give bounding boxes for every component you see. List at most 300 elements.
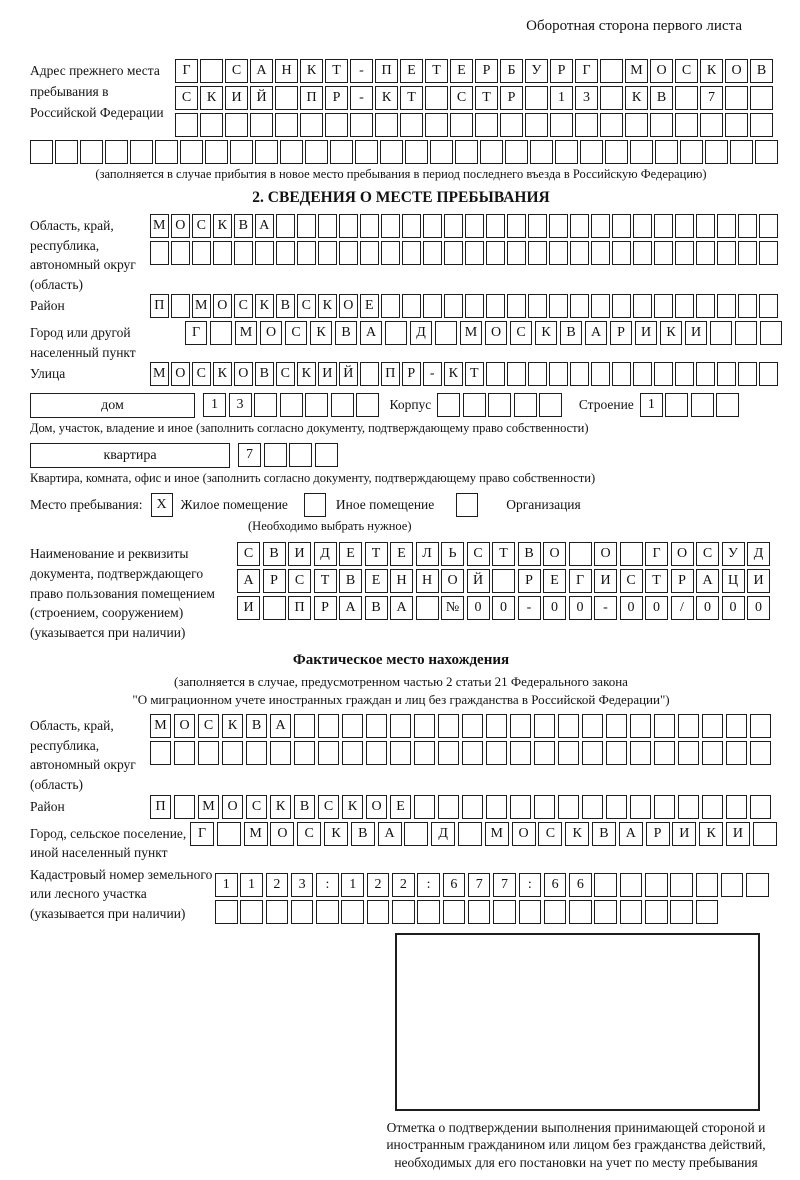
char-box — [254, 393, 277, 417]
char-box — [171, 294, 190, 318]
char-box — [360, 241, 379, 265]
char-box — [180, 140, 203, 164]
char-box — [630, 741, 651, 765]
char-box — [291, 900, 314, 924]
stay-type-note: (Необходимо выбрать нужное) — [248, 519, 412, 534]
char-box — [675, 241, 694, 265]
char-box: С — [276, 362, 295, 386]
char-box: А — [696, 569, 719, 593]
stay-type-option-residential: Жилое помещение — [180, 497, 288, 513]
char-box — [645, 873, 668, 897]
stroenie-label: Строение — [578, 397, 634, 413]
char-box: В — [255, 362, 274, 386]
char-box — [675, 113, 698, 137]
apartment-cells — [238, 443, 340, 467]
char-box: О — [512, 822, 536, 846]
district-label: Район — [30, 298, 65, 314]
house-note: Дом, участок, владение и иное (заполнить согласно документу, подтверждающему право собственности) — [30, 421, 589, 436]
char-box — [750, 714, 771, 738]
char-box — [297, 214, 316, 238]
char-box — [569, 900, 592, 924]
char-box: П — [375, 59, 398, 83]
char-box: О — [171, 214, 190, 238]
char-box — [750, 86, 773, 110]
char-box: В — [592, 822, 616, 846]
char-box — [192, 241, 211, 265]
char-box — [263, 596, 286, 620]
city-block — [30, 321, 772, 362]
char-box — [738, 241, 757, 265]
char-box: 6 — [569, 873, 592, 897]
char-box: Е — [400, 59, 423, 83]
char-box — [510, 795, 531, 819]
city-label: Город или другой населенный пункт — [30, 325, 136, 360]
char-box: 0 — [696, 596, 719, 620]
char-box: С — [297, 822, 321, 846]
char-box — [544, 900, 567, 924]
char-box: С — [175, 86, 198, 110]
char-box: Е — [360, 294, 379, 318]
char-box: Д — [410, 321, 432, 345]
char-box — [360, 214, 379, 238]
char-box — [380, 140, 403, 164]
char-box: Ь — [441, 542, 464, 566]
char-box — [528, 241, 547, 265]
char-box: И — [594, 569, 617, 593]
char-box — [444, 241, 463, 265]
char-box — [465, 241, 484, 265]
actual-city-label: Город, сельское поселение, иной населенный пункт — [30, 825, 187, 861]
korpus-label: Корпус — [389, 397, 432, 413]
char-box — [225, 113, 248, 137]
char-box — [700, 113, 723, 137]
char-box — [507, 241, 526, 265]
char-box — [696, 900, 719, 924]
char-box — [630, 140, 653, 164]
char-box — [525, 113, 548, 137]
char-box — [555, 140, 578, 164]
char-box — [549, 362, 568, 386]
char-box — [405, 140, 428, 164]
actual-location-title: Фактическое место нахождения — [292, 652, 510, 669]
char-box: М — [192, 294, 211, 318]
char-box — [550, 113, 573, 137]
char-box — [735, 321, 757, 345]
char-box — [150, 741, 171, 765]
char-box: - — [423, 362, 442, 386]
char-box — [430, 140, 453, 164]
char-box — [654, 795, 675, 819]
char-box: 1 — [550, 86, 573, 110]
char-box — [465, 294, 484, 318]
char-box: 0 — [747, 596, 770, 620]
char-box: Т — [645, 569, 668, 593]
char-box — [570, 294, 589, 318]
char-box: О — [594, 542, 617, 566]
char-box — [507, 294, 526, 318]
char-box — [612, 241, 631, 265]
char-box — [717, 294, 736, 318]
char-box: М — [485, 822, 509, 846]
char-box — [675, 214, 694, 238]
char-box — [519, 900, 542, 924]
char-box — [600, 113, 623, 137]
char-box — [325, 113, 348, 137]
char-box — [423, 241, 442, 265]
char-box: В — [650, 86, 673, 110]
char-box: Т — [465, 362, 484, 386]
char-box — [402, 241, 421, 265]
prev-address-row-1 — [175, 59, 775, 83]
char-box — [612, 214, 631, 238]
char-box: М — [150, 714, 171, 738]
char-box — [630, 795, 651, 819]
char-box: И — [726, 822, 750, 846]
doc-row-3 — [237, 596, 773, 620]
char-box: И — [672, 822, 696, 846]
char-box: Д — [431, 822, 455, 846]
char-box — [200, 113, 223, 137]
char-box: О — [171, 362, 190, 386]
char-box: Ц — [722, 569, 745, 593]
char-box: К — [660, 321, 682, 345]
house-row — [30, 393, 772, 418]
char-box: У — [525, 59, 548, 83]
char-box: О — [671, 542, 694, 566]
char-box: П — [150, 294, 169, 318]
char-box: 0 — [620, 596, 643, 620]
district-row — [150, 294, 780, 318]
apartment-row — [30, 443, 772, 468]
char-box — [342, 714, 363, 738]
region-row-2 — [150, 241, 780, 265]
char-box — [633, 241, 652, 265]
char-box: С — [246, 795, 267, 819]
char-box: И — [288, 542, 311, 566]
char-box: С — [510, 321, 532, 345]
char-box: Г — [185, 321, 207, 345]
char-box: А — [585, 321, 607, 345]
char-box: М — [625, 59, 648, 83]
char-box — [530, 140, 553, 164]
char-box — [414, 795, 435, 819]
char-box: С — [467, 542, 490, 566]
char-box: Й — [467, 569, 490, 593]
char-box — [385, 321, 407, 345]
char-box: В — [750, 59, 773, 83]
char-box — [444, 294, 463, 318]
char-box: : — [316, 873, 339, 897]
char-box: № — [441, 596, 464, 620]
char-box — [569, 542, 592, 566]
char-box — [468, 900, 491, 924]
char-box: : — [417, 873, 440, 897]
char-box: 1 — [203, 393, 226, 417]
char-box — [402, 214, 421, 238]
char-box: О — [485, 321, 507, 345]
region-label: Область, край, республика, автономный округ (область) — [30, 218, 136, 292]
char-box: К — [342, 795, 363, 819]
char-box — [591, 214, 610, 238]
char-box — [438, 741, 459, 765]
char-box: - — [518, 596, 541, 620]
char-box: Н — [275, 59, 298, 83]
char-box — [55, 140, 78, 164]
actual-location-note-1: (заполняется в случае, предусмотренном частью 2 статьи 21 Федерального закона — [174, 674, 628, 690]
char-box — [630, 714, 651, 738]
char-box: Т — [325, 59, 348, 83]
char-box: Е — [365, 569, 388, 593]
doc-row-1 — [237, 542, 773, 566]
char-box: К — [213, 362, 232, 386]
char-box — [500, 113, 523, 137]
char-box: К — [375, 86, 398, 110]
char-box — [414, 714, 435, 738]
char-box — [507, 214, 526, 238]
char-box — [612, 362, 631, 386]
char-box: М — [150, 362, 169, 386]
char-box: С — [192, 214, 211, 238]
char-box — [486, 741, 507, 765]
char-box — [750, 795, 771, 819]
char-box — [402, 294, 421, 318]
char-box — [594, 873, 617, 897]
char-box: С — [234, 294, 253, 318]
char-box: О — [260, 321, 282, 345]
char-box: О — [441, 569, 464, 593]
char-box — [558, 714, 579, 738]
char-box — [339, 241, 358, 265]
prev-address-block — [30, 59, 772, 137]
char-box: К — [444, 362, 463, 386]
char-box — [250, 113, 273, 137]
char-box: В — [335, 321, 357, 345]
char-box — [696, 873, 719, 897]
char-box — [510, 741, 531, 765]
char-box: Н — [416, 569, 439, 593]
apartment-box-label: квартира — [30, 443, 230, 468]
char-box: 0 — [467, 596, 490, 620]
char-box: Т — [475, 86, 498, 110]
prev-address-label: Адрес прежнего места пребывания в Российской Федерации — [30, 63, 164, 120]
char-box — [462, 795, 483, 819]
char-box: К — [270, 795, 291, 819]
char-box — [488, 393, 511, 417]
char-box — [234, 241, 253, 265]
actual-location-note-2: "О миграционном учете иностранных граждан и лиц без гражданства в Российской Федерации") — [132, 691, 670, 707]
char-box: К — [310, 321, 332, 345]
char-box — [80, 140, 103, 164]
char-box — [486, 294, 505, 318]
char-box — [174, 741, 195, 765]
char-box: И — [635, 321, 657, 345]
char-box — [255, 241, 274, 265]
char-box: А — [390, 596, 413, 620]
char-box — [416, 596, 439, 620]
char-box: И — [237, 596, 260, 620]
actual-region-block — [30, 714, 772, 794]
char-box — [755, 140, 778, 164]
char-box: Р — [263, 569, 286, 593]
char-box — [425, 113, 448, 137]
char-box — [360, 362, 379, 386]
char-box: Б — [500, 59, 523, 83]
char-box: В — [339, 569, 362, 593]
actual-region-row-2 — [150, 741, 774, 765]
char-box — [710, 321, 732, 345]
char-box — [462, 741, 483, 765]
char-box — [318, 714, 339, 738]
prev-address-row-4 — [30, 140, 772, 164]
char-box: 6 — [443, 873, 466, 897]
char-box: К — [255, 294, 274, 318]
char-box: О — [543, 542, 566, 566]
char-box — [528, 294, 547, 318]
char-box: У — [722, 542, 745, 566]
char-box: Т — [314, 569, 337, 593]
char-box — [505, 140, 528, 164]
char-box: И — [225, 86, 248, 110]
char-box: 1 — [240, 873, 263, 897]
char-box: П — [150, 795, 171, 819]
char-box — [702, 795, 723, 819]
char-box: С — [675, 59, 698, 83]
char-box — [705, 140, 728, 164]
char-box — [366, 714, 387, 738]
stay-type-row — [30, 493, 772, 517]
char-box: Т — [492, 542, 515, 566]
char-box: Н — [390, 569, 413, 593]
doc-block — [30, 542, 772, 642]
actual-district-row — [150, 795, 774, 819]
char-box — [575, 113, 598, 137]
char-box — [150, 241, 169, 265]
char-box: О — [725, 59, 748, 83]
char-box — [539, 393, 562, 417]
char-box — [600, 59, 623, 83]
char-box — [534, 714, 555, 738]
char-box: П — [288, 596, 311, 620]
char-box — [215, 900, 238, 924]
char-box: - — [350, 86, 373, 110]
char-box — [294, 741, 315, 765]
stay-type-label: Место пребывания: — [30, 497, 143, 513]
page-header: Оборотная сторона первого листа — [526, 18, 742, 34]
char-box — [570, 214, 589, 238]
char-box — [171, 241, 190, 265]
char-box — [759, 294, 778, 318]
char-box — [486, 214, 505, 238]
char-box — [316, 900, 339, 924]
stamp-note: Отметка о подтверждении выполнения принимающей стороной и иностранным гражданином или лицом без гражданства действий, необходимых для его постановки на учет по месту пребывания — [386, 1119, 766, 1171]
char-box — [458, 822, 482, 846]
char-box — [696, 214, 715, 238]
district-block — [30, 294, 772, 321]
char-box — [356, 393, 379, 417]
char-box — [315, 443, 338, 467]
char-box: А — [378, 822, 402, 846]
char-box — [759, 362, 778, 386]
char-box: Г — [175, 59, 198, 83]
char-box: Й — [250, 86, 273, 110]
char-box — [294, 714, 315, 738]
actual-region-row-1 — [150, 714, 774, 738]
char-box — [392, 900, 415, 924]
char-box — [738, 362, 757, 386]
char-box: И — [685, 321, 707, 345]
char-box: Р — [314, 596, 337, 620]
char-box: С — [318, 795, 339, 819]
char-box — [633, 294, 652, 318]
char-box — [750, 113, 773, 137]
char-box — [486, 362, 505, 386]
char-box: 0 — [722, 596, 745, 620]
char-box — [654, 362, 673, 386]
char-box — [198, 741, 219, 765]
char-box — [318, 214, 337, 238]
char-box — [654, 294, 673, 318]
char-box — [339, 214, 358, 238]
char-box — [213, 241, 232, 265]
char-box — [655, 140, 678, 164]
city-row — [185, 321, 785, 345]
char-box — [580, 140, 603, 164]
char-box: Г — [645, 542, 668, 566]
char-box — [417, 900, 440, 924]
char-box — [675, 86, 698, 110]
char-box — [289, 443, 312, 467]
char-box — [650, 113, 673, 137]
korpus-cells — [437, 393, 565, 417]
char-box: Г — [569, 569, 592, 593]
char-box — [558, 795, 579, 819]
char-box — [606, 741, 627, 765]
char-box — [759, 214, 778, 238]
char-box — [753, 822, 777, 846]
char-box — [726, 741, 747, 765]
char-box — [582, 795, 603, 819]
char-box — [675, 294, 694, 318]
char-box — [678, 714, 699, 738]
char-box — [633, 362, 652, 386]
char-box — [155, 140, 178, 164]
char-box: В — [294, 795, 315, 819]
char-box: К — [535, 321, 557, 345]
char-box: Т — [365, 542, 388, 566]
char-box — [665, 393, 688, 417]
char-box — [486, 795, 507, 819]
stroenie-cells — [640, 393, 742, 417]
char-box: Е — [339, 542, 362, 566]
char-box — [486, 241, 505, 265]
char-box — [493, 900, 516, 924]
char-box: И — [747, 569, 770, 593]
house-cells — [203, 393, 382, 417]
cadastral-row-1 — [215, 873, 772, 897]
char-box — [528, 214, 547, 238]
char-box — [463, 393, 486, 417]
apartment-note: Квартира, комната, офис и иное (заполнить согласно документу, подтверждающему право собственности) — [30, 471, 596, 486]
region-block — [30, 214, 772, 294]
char-box: С — [297, 294, 316, 318]
char-box — [654, 741, 675, 765]
char-box: 1 — [215, 873, 238, 897]
char-box — [381, 294, 400, 318]
char-box: О — [234, 362, 253, 386]
char-box: К — [324, 822, 348, 846]
char-box — [475, 113, 498, 137]
char-box — [423, 294, 442, 318]
